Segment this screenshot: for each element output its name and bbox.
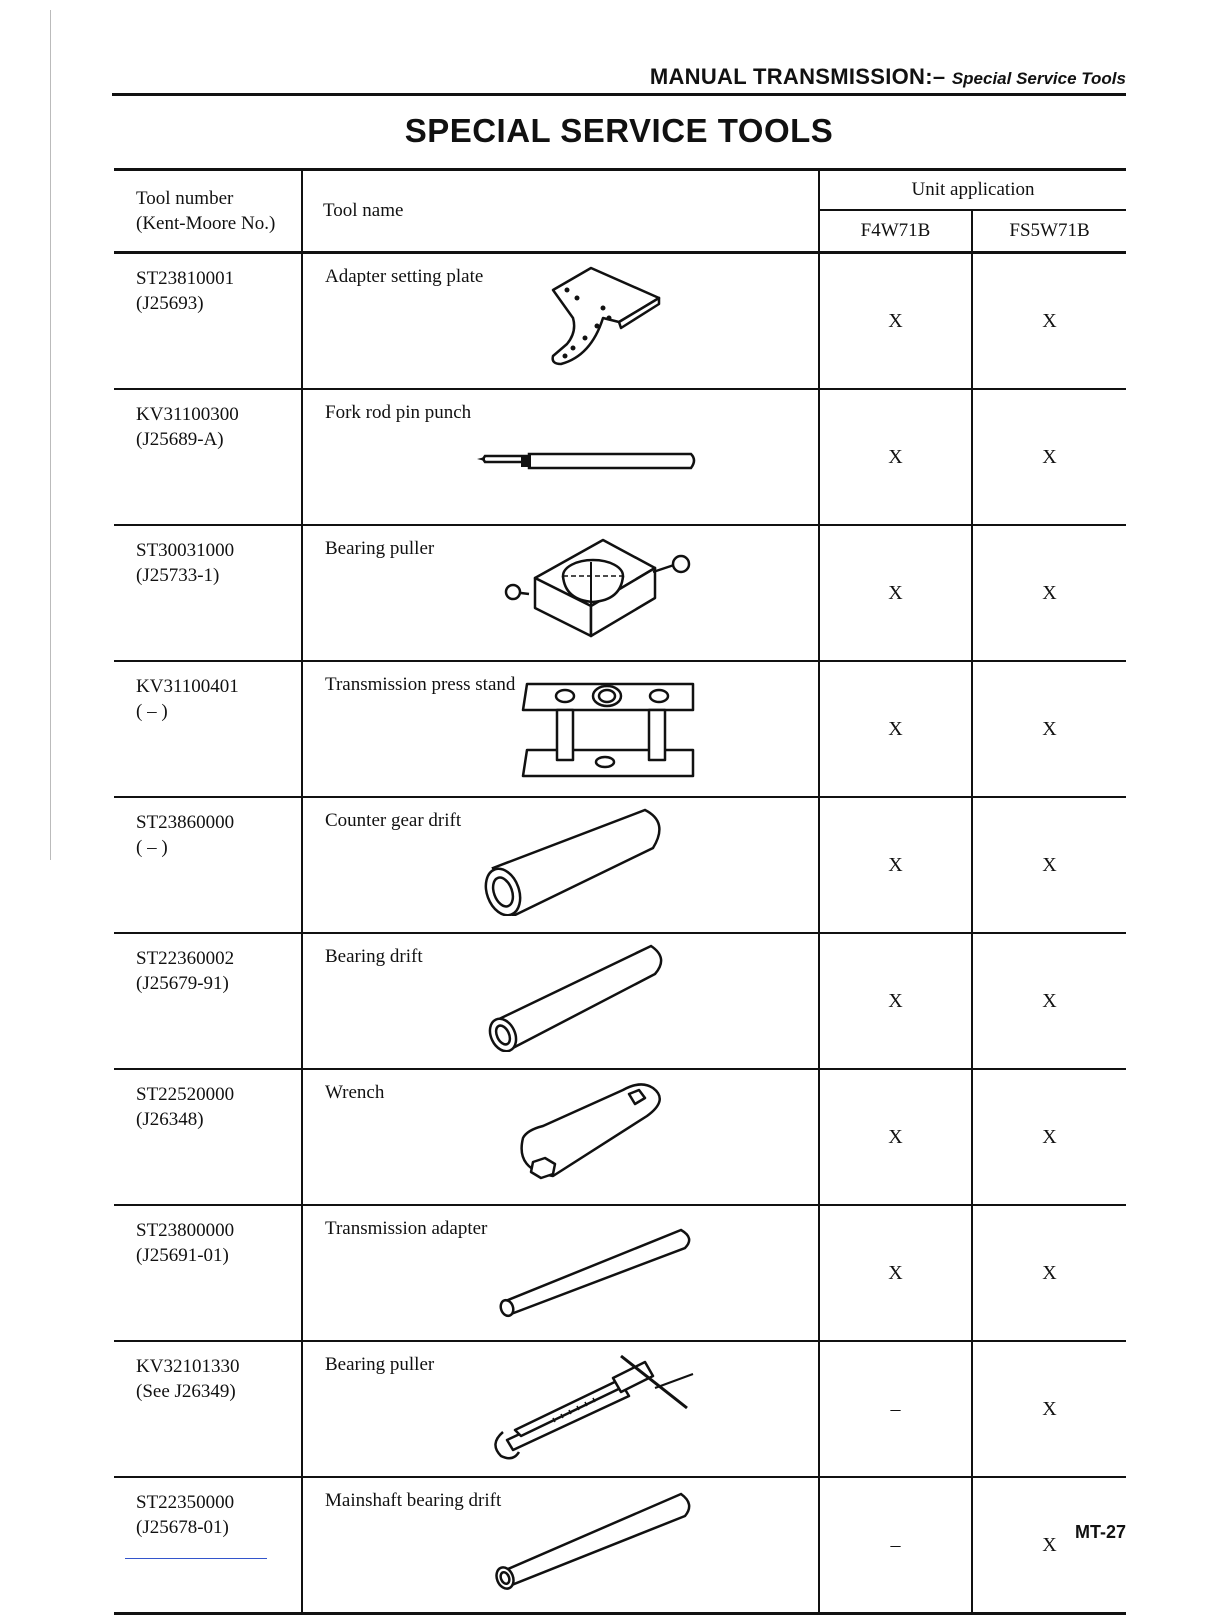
tool-name-cell bbox=[302, 1477, 819, 1614]
tool-name-cell bbox=[302, 1341, 819, 1477]
tool-number: KV31100401 bbox=[136, 676, 239, 697]
table-row bbox=[114, 933, 1126, 1069]
tool-name-cell bbox=[302, 797, 819, 933]
tool-name: Transmission press stand bbox=[325, 674, 516, 695]
counter-gear-drift-icon bbox=[473, 804, 813, 916]
tool-name: Bearing puller bbox=[325, 538, 435, 559]
fs5w71b-cell: X bbox=[972, 1477, 1126, 1614]
header-model-f4w71b: F4W71B bbox=[819, 210, 972, 253]
table-row bbox=[114, 1205, 1126, 1341]
footer-link-line bbox=[125, 1558, 267, 1559]
tool-name-cell bbox=[302, 1205, 819, 1341]
fs5w71b-cell: X bbox=[972, 525, 1126, 661]
tool-number-cell bbox=[114, 1205, 302, 1341]
tool-name: Transmission adapter bbox=[325, 1218, 488, 1239]
tool-name: Mainshaft bearing drift bbox=[325, 1490, 502, 1511]
tool-number-cell bbox=[114, 1069, 302, 1205]
tool-number-cell bbox=[114, 797, 302, 933]
f4w71b-cell: X bbox=[819, 1069, 972, 1205]
mainshaft-bearing-drift-icon bbox=[473, 1484, 813, 1596]
kent-moore-number: (J25678-01) bbox=[136, 1517, 229, 1538]
kent-moore-number: (J26348) bbox=[136, 1109, 204, 1130]
tool-name-cell bbox=[302, 525, 819, 661]
header-tool-number-line2: (Kent-Moore No.) bbox=[136, 213, 276, 234]
pin-punch-icon bbox=[473, 396, 813, 508]
f4w71b-cell: X bbox=[819, 389, 972, 525]
fs5w71b-cell: X bbox=[972, 1069, 1126, 1205]
kent-moore-number: (J25691-01) bbox=[136, 1245, 229, 1266]
page-title: SPECIAL SERVICE TOOLS bbox=[404, 112, 834, 149]
header-tool-number bbox=[114, 170, 302, 253]
transmission-adapter-icon bbox=[473, 1212, 813, 1324]
header-tool-name bbox=[302, 170, 819, 253]
tool-number: ST23800000 bbox=[136, 1220, 235, 1241]
tool-number: KV31100300 bbox=[136, 404, 239, 425]
tool-number-cell bbox=[114, 253, 302, 390]
header-text bbox=[650, 64, 1126, 90]
fs5w71b-cell: X bbox=[972, 933, 1126, 1069]
tool-name-cell bbox=[302, 1069, 819, 1205]
tool-name-cell bbox=[302, 253, 819, 390]
table-row bbox=[114, 389, 1126, 525]
kent-moore-number: (J25689-A) bbox=[136, 429, 224, 450]
header-tool-number-line1: Tool number bbox=[136, 188, 234, 209]
tool-number-cell bbox=[114, 661, 302, 797]
tool-name: Fork rod pin punch bbox=[325, 402, 472, 423]
f4w71b-cell: X bbox=[819, 797, 972, 933]
page-margin-line bbox=[50, 10, 51, 860]
table-row bbox=[114, 1069, 1126, 1205]
header-unit-application: Unit application bbox=[819, 170, 1126, 211]
tool-name: Bearing drift bbox=[325, 946, 423, 967]
special-service-tools-table bbox=[114, 168, 1126, 1615]
bearing-puller-icon bbox=[473, 532, 813, 644]
table-row bbox=[114, 253, 1126, 390]
kent-moore-number: ( – ) bbox=[136, 837, 168, 858]
header-separator: :– bbox=[925, 64, 952, 89]
table-header-row bbox=[114, 170, 1126, 211]
header-section-title: MANUAL TRANSMISSION bbox=[649, 64, 926, 89]
kent-moore-number: ( – ) bbox=[136, 701, 168, 722]
tool-number-cell bbox=[114, 389, 302, 525]
tool-number: ST22360002 bbox=[136, 948, 235, 969]
table-row bbox=[114, 797, 1126, 933]
tool-number: ST23860000 bbox=[136, 812, 235, 833]
tool-number: ST22350000 bbox=[136, 1492, 235, 1513]
tool-number-cell bbox=[114, 525, 302, 661]
fs5w71b-cell: X bbox=[972, 797, 1126, 933]
header-tool-name-label: Tool name bbox=[323, 200, 404, 221]
tool-number: ST23810001 bbox=[136, 268, 235, 289]
tool-name-cell bbox=[302, 661, 819, 797]
tool-number-cell bbox=[114, 1341, 302, 1477]
tool-number: ST30031000 bbox=[136, 540, 235, 561]
table-row bbox=[114, 525, 1126, 661]
press-stand-icon bbox=[473, 668, 813, 780]
fs5w71b-cell: X bbox=[972, 661, 1126, 797]
tool-number: ST22520000 bbox=[136, 1084, 235, 1105]
kent-moore-number: (J25693) bbox=[136, 293, 204, 314]
fs5w71b-cell: X bbox=[972, 389, 1126, 525]
f4w71b-cell: X bbox=[819, 253, 972, 390]
tool-name: Adapter setting plate bbox=[325, 266, 484, 287]
kent-moore-number: (J25733-1) bbox=[136, 565, 220, 586]
page-header bbox=[112, 60, 1126, 96]
page-number: MT-27 bbox=[1074, 1522, 1126, 1542]
kent-moore-number: (See J26349) bbox=[136, 1381, 236, 1402]
table-row bbox=[114, 1477, 1126, 1614]
f4w71b-cell: – bbox=[819, 1341, 972, 1477]
tool-number-cell bbox=[114, 1477, 302, 1614]
bearing-drift-icon bbox=[473, 940, 813, 1052]
f4w71b-cell: X bbox=[819, 661, 972, 797]
f4w71b-cell: X bbox=[819, 525, 972, 661]
tool-number-cell bbox=[114, 933, 302, 1069]
f4w71b-cell: – bbox=[819, 1477, 972, 1614]
header-model-fs5w71b: FS5W71B bbox=[972, 210, 1126, 253]
header-subsection: Special Service Tools bbox=[951, 69, 1126, 88]
fs5w71b-cell: X bbox=[972, 1341, 1126, 1477]
tool-name-cell bbox=[302, 933, 819, 1069]
fs5w71b-cell: X bbox=[972, 253, 1126, 390]
adapter-setting-plate-icon bbox=[473, 260, 813, 372]
tool-name: Bearing puller bbox=[325, 1354, 435, 1375]
tool-name: Wrench bbox=[325, 1082, 385, 1103]
tool-name: Counter gear drift bbox=[325, 810, 462, 831]
f4w71b-cell: X bbox=[819, 1205, 972, 1341]
fs5w71b-cell: X bbox=[972, 1205, 1126, 1341]
bearing-puller-2-icon bbox=[473, 1348, 813, 1460]
table-row bbox=[114, 1341, 1126, 1477]
table-row bbox=[114, 661, 1126, 797]
wrench-icon bbox=[473, 1076, 813, 1188]
tool-number: KV32101330 bbox=[136, 1356, 240, 1377]
f4w71b-cell: X bbox=[819, 933, 972, 1069]
tool-name-cell bbox=[302, 389, 819, 525]
kent-moore-number: (J25679-91) bbox=[136, 973, 229, 994]
